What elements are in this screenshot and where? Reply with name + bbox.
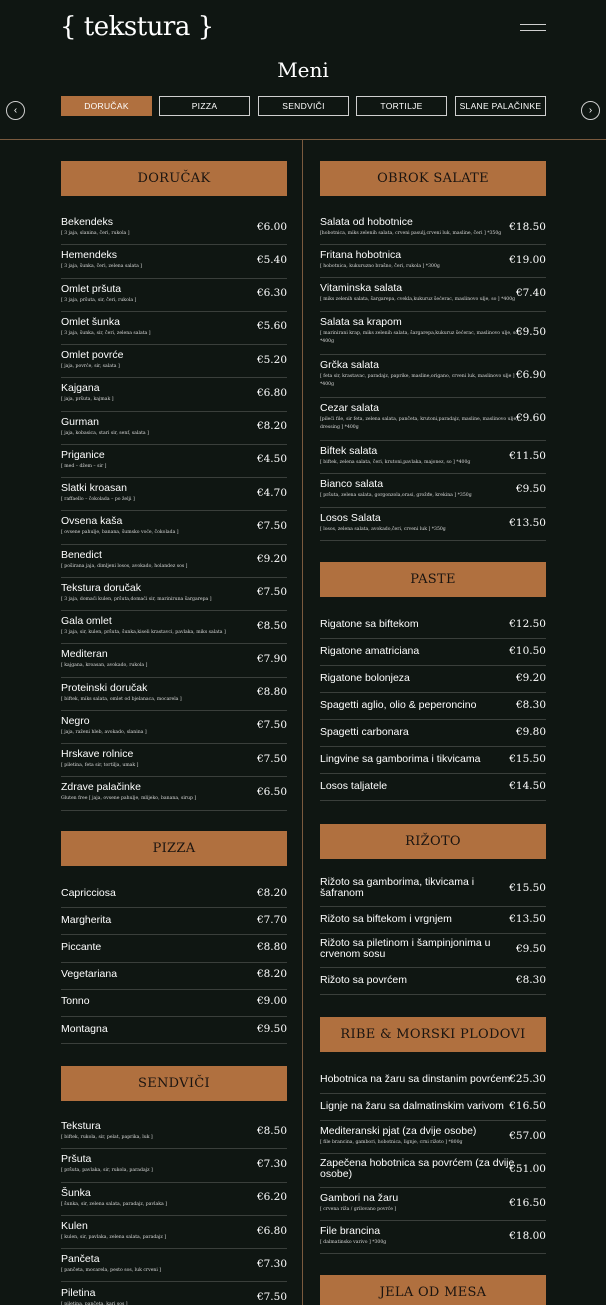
item-price: €13.50 [509,912,546,925]
item-description: [ biftek, zelena salata, čeri, krutoni,pavlaka, majonez, so ] *400g [320,460,471,465]
menu-item[interactable] [320,934,546,968]
menu-item[interactable] [320,474,546,508]
item-name: Rigatone bolonjeza [320,671,410,684]
item-name: Piletina [61,1286,96,1299]
item-name: Gambori na žaru [320,1192,399,1204]
item-price: €11.50 [509,449,546,462]
item-description: [ 3 jaja, slanina, čeri, rukola ] [61,231,130,236]
item-name: Tekstura doručak [61,581,141,594]
item-name: Gala omlet [61,615,112,627]
item-price: €7.30 [256,1157,287,1170]
section-header: JELA OD MESA [320,1275,546,1305]
section-header: PIZZA [61,831,287,866]
item-name: Tekstura [61,1120,101,1132]
menu-item[interactable] [320,612,546,639]
item-description: [ marinirani krap, miks zelenih salata, šargarepa,kukuruz šećerac, maslinovo ulje, so ] [320,331,522,336]
menu-item[interactable] [320,1121,546,1154]
section-header: SENDVIČI [61,1066,287,1101]
item-description: [ pršuta, pavlaka, sir, rukola, paradajz ] [61,1168,153,1174]
menu-item[interactable] [61,545,287,578]
item-name: Rižoto sa gamborima, tikvicama i [320,876,475,888]
item-price: €6.80 [256,1224,287,1237]
item-name: Gurman [61,415,99,428]
item-price: €7.50 [256,586,287,599]
menu-item[interactable] [61,578,287,611]
item-price: €7.50 [256,752,287,765]
menu-item[interactable] [61,644,287,677]
prev-arrow-icon[interactable]: ‹ [6,101,25,120]
menu-item[interactable] [61,908,287,935]
item-name: Omlet šunka [61,315,120,328]
item-name: Bianco salata [320,478,384,490]
item-description: [ poširana jaja, dimljeni losos, avokado, holandez sos ] [61,563,188,569]
item-name: Spagetti carbonara [320,725,409,738]
item-description: [ 3 jaja, sir, kulen, pršuta, šunka,kiseli krastavci, pavlaka, miks salata ] [61,630,226,635]
item-price: €9.00 [256,995,287,1008]
item-description: [ biftek, rukola, sir, pelat, paprika, luk ] [61,1135,153,1140]
item-price: €9.50 [515,483,546,495]
item-price: €8.20 [256,968,287,981]
item-description: [ hobotnica, kukuruzno brašno, čeri, rukola ] *300g [320,264,440,269]
menu-item[interactable] [320,666,546,693]
item-price: €7.70 [256,913,287,926]
item-price: €8.80 [256,940,287,953]
section-header: PASTE [320,562,546,597]
item-name: Mediteran [61,648,108,661]
menu-item[interactable] [61,1283,287,1305]
item-price: €25.30 [509,1072,546,1085]
item-description: [ miks zelenih salata, šargarepa, cvekla,kukuruz šećerac, maslinovo ulje, so ] *400g [320,297,516,302]
item-description: [ jaja, pršuta, kajmak ] [61,397,114,403]
item-price: €9.60 [515,411,546,424]
item-price: €16.50 [509,1196,546,1209]
item-price: €9.20 [256,553,287,566]
item-description: [hobotnica, miks zelenih salata, crveni pasulj,crveni luk, masline, čeri ] *350g [320,231,502,236]
item-price: €8.80 [256,686,287,699]
item-name: Rigatone amatriciana [320,644,420,657]
menu-item[interactable] [320,312,546,355]
menu-item[interactable] [320,398,546,441]
logo[interactable]: { tekstura } [60,12,214,42]
item-price: €6.20 [256,1191,287,1204]
item-price: €5.20 [256,353,287,366]
menu-item[interactable] [320,355,546,398]
menu-item[interactable] [61,445,287,478]
menu-item[interactable] [320,1221,546,1254]
item-name: Vitaminska salata [320,282,403,294]
item-price: €6.80 [256,386,287,399]
item-name: Pančeta [61,1253,100,1266]
item-name: Rigatone sa biftekom [320,617,419,630]
item-name-line2: osobe) [320,1168,353,1180]
item-price: €7.50 [256,519,287,532]
section-header: RIBE & MORSKI PLODOVI [320,1017,546,1052]
item-price: €8.50 [256,619,287,632]
menu-item[interactable] [320,907,546,934]
menu-item[interactable] [61,1216,287,1249]
item-price: €7.50 [256,719,287,732]
menu-item[interactable] [61,478,287,511]
item-price: €8.30 [515,698,546,711]
item-name: Omlet povrće [61,349,124,361]
item-description: [ jaja, kobasica, stari sir, senf, salata ] [61,430,149,436]
item-description: Gluten free [ jaja, ovsene pahulje, mlijeko, banana, sirup ] [61,796,197,802]
menu-item[interactable] [320,278,546,312]
item-name: Šunka [61,1186,91,1199]
item-name: Proteinski doručak [61,681,148,694]
item-description: [ crvena rižа / grilovano povrće ] [320,1207,397,1212]
item-description: [ 3 jaja, domaći kulen, pršuta,domaći sir, mariniruna šargarepa ] [61,596,212,602]
item-price: €16.50 [509,1099,546,1112]
section-header: OBROK SALATE [320,161,546,196]
item-description: [ ovsene pahulje, banana, šumsko voće, čokolada ] [61,530,179,536]
item-price: €51.00 [509,1163,546,1175]
menu-item[interactable] [320,508,546,541]
item-name: Hrskave rolnice [61,748,134,760]
item-price: €9.50 [515,943,546,955]
menu-item[interactable] [320,1094,546,1121]
menu-item[interactable] [61,611,287,644]
item-name: Lingvine sa gamborima i tikvicama [320,752,481,765]
menu-item[interactable] [61,245,287,278]
item-name: Hobotnica na žaru sa dinstanim povrćem [320,1072,511,1085]
item-name: Ovsena kaša [61,515,123,528]
item-description-line2: *400g [320,339,335,344]
item-description: [ 3 jaja, šunka, čeri, zelena salata ] [61,264,143,270]
item-name: Losos Salata [320,512,381,524]
item-name: Capricciosa [61,886,116,899]
item-price: €18.50 [509,220,546,233]
menu-item[interactable] [61,511,287,544]
item-name: Priganice [61,448,105,461]
item-name: File brancina [320,1225,381,1237]
item-price: €57.00 [509,1129,546,1142]
section-header: DORUČAK [61,161,287,196]
item-price: €9.50 [515,325,546,338]
item-description: [ pršuta, zelena salata, gorgonzola,orasi, grožđe, krekina ] *350g [320,493,472,498]
next-arrow-icon[interactable]: › [581,101,600,120]
menu-item[interactable] [61,1183,287,1216]
menu-item[interactable] [320,774,546,801]
item-description-line2: *400g [320,382,335,387]
item-description: [ biftek, miks salata, omlet od bjelanaca, mocarela ] [61,696,182,702]
item-price: €6.30 [256,287,287,300]
menu-item[interactable] [320,1188,546,1221]
item-price: €4.70 [256,486,287,499]
item-name: Losos taljatele [320,779,388,792]
item-name: Grčka salata [320,359,379,371]
item-name: Cezar salata [320,402,379,414]
item-name: Omlet pršuta [61,282,122,295]
item-name-line2: šafranom [320,887,364,899]
menu-item[interactable] [61,412,287,445]
tab-pizza[interactable]: PIZZA [159,96,250,116]
item-name: Fritana hobotnica [320,249,402,261]
item-name: Rižoto sa piletinom i šampinjonima u [320,937,491,949]
item-price: €9.50 [256,1022,287,1035]
menu-item[interactable] [320,720,546,747]
item-name: Biftek salata [320,445,378,457]
item-name: Slatki kroasan [61,482,127,494]
menu-item[interactable] [61,345,287,378]
item-name: Bekendeks [61,216,113,228]
item-price: €6.50 [256,785,287,798]
site-header [0,0,606,56]
item-description: [ šunka, sir, zelena salata, paradajz, pavlaka ] [61,1201,168,1207]
menu-item[interactable] [61,1149,287,1182]
item-price: €4.50 [256,453,287,466]
item-description: [ kajgana, kroasan, avokado, rukola ] [61,663,148,669]
item-description: [ piletina, feta sir, tortilja, umak ] [61,763,139,768]
menu-item[interactable] [61,212,287,245]
item-price: €18.00 [509,1229,546,1242]
menu-item[interactable] [61,1017,287,1044]
item-price: €19.00 [509,253,546,266]
menu-item[interactable] [61,881,287,908]
item-name: Hemendeks [61,249,118,262]
tab-slane-palacinke[interactable]: SLANE PALAČINKE [455,96,546,116]
item-name: Zdrave palačinke [61,781,141,794]
tab-tortilje[interactable]: TORTILJE [356,96,447,116]
item-price: €5.40 [256,253,287,266]
item-name: Salata od hobotnice [320,216,413,228]
item-price: €12.50 [509,617,546,630]
menu-item[interactable] [320,873,546,907]
menu-item[interactable] [61,312,287,345]
menu-item[interactable] [61,935,287,962]
item-name: Kulen [61,1219,88,1232]
menu-item[interactable] [320,441,546,474]
item-price: €15.50 [509,882,546,894]
item-description: [ jaja, raženi hleb, avokado, slanina ] [61,729,147,735]
item-price: €15.50 [509,752,546,765]
item-description: [ raffaello – čokolada – po želji ] [61,497,135,502]
item-price: €8.20 [256,886,287,899]
item-price: €9.80 [515,725,546,738]
item-description: [ med – džem – sir ] [61,463,107,469]
menu-item[interactable] [320,1067,546,1094]
item-name: Rižoto sa biftekom i vrgnjem [320,912,452,925]
item-name: Vegetariana [61,968,118,981]
item-price: €7.50 [256,1291,287,1304]
item-price: €13.50 [509,516,546,529]
item-name: Montagna [61,1022,108,1035]
item-description: [ pančeta, mocarela, pesto sos, luk crveni ] [61,1268,162,1274]
item-price: €7.90 [256,652,287,665]
item-price: €5.60 [256,320,287,333]
item-name: Zapečena hobotnica sa povrćem (za dvije [320,1157,515,1169]
item-price: €8.20 [256,420,287,433]
menu-item[interactable] [61,711,287,744]
item-price: €8.30 [515,973,546,986]
divider-vertical [302,139,303,1305]
item-name: Negro [61,714,90,727]
item-price: €7.40 [515,287,546,299]
item-price: €9.20 [515,671,546,684]
item-name: Mediteranski pjat (za dvije osobe) [320,1125,477,1137]
item-name-line2: crvenom sosu [320,948,386,960]
menu-item[interactable] [61,990,287,1017]
item-description: [ losos, zelena salata, avokado,čeri, crveni luk ] *350g [320,527,446,532]
item-name: Pršuta [61,1153,92,1166]
tab-sendvici[interactable]: SENDVIČI [258,96,349,116]
menu-item[interactable] [320,1154,546,1188]
hamburger-icon[interactable] [520,24,546,32]
menu-item[interactable] [61,678,287,711]
menu-item[interactable] [320,747,546,774]
item-name: Benedict [61,548,102,561]
menu-item[interactable] [320,212,546,245]
item-name: Spagetti aglio, olio & peperoncino [320,698,477,711]
item-description-line2: dressing ] *400g [320,425,359,430]
item-description: [ file brancina, gambori, hobotnica, lignje, crni rižoto ] *800g [320,1140,463,1145]
item-price: €8.50 [256,1124,287,1137]
item-description: [ kulen, sir, pavlaka, zelena salata, paradajz ] [61,1234,167,1240]
menu-item[interactable] [61,1116,287,1149]
item-price: €14.50 [509,779,546,792]
menu-item[interactable] [61,1249,287,1282]
menu-item[interactable] [320,639,546,666]
item-name: Salata sa krapom [320,316,402,328]
item-description: [ 3 jaja, šunka, sir, čeri, zelena salata ] [61,330,151,336]
item-description: [ jaja, povrće, sir, salata ] [61,364,120,369]
item-name: Kajgana [61,382,100,395]
item-price: €7.30 [256,1257,287,1270]
page-title: Meni [277,58,329,82]
item-description: [pileći file, sir feta, zelena salata, pančeta, krutoni,paradajz, masline, maslinovo ulje, [320,417,518,422]
item-name: Rižoto sa povrćem [320,973,407,986]
menu-item[interactable] [61,279,287,312]
divider-horizontal [0,139,606,140]
item-name: Lignje na žaru sa dalmatinskim varivom [320,1099,504,1112]
menu-item[interactable] [61,744,287,777]
item-description: [ feta sir, krastavac, paradajz, paprike, masline,origano, crveni luk, maslinovo ulje ] [320,374,515,379]
item-name: Margherita [61,913,112,926]
item-price: €6.00 [256,220,287,233]
item-price: €6.90 [515,368,546,381]
menu-item[interactable] [61,777,287,810]
item-description: [ 3 jaja, pršuta, sir, čeri, rukola ] [61,297,137,303]
item-description: [ piletina, pančeta, kari sos ] [61,1301,128,1305]
section-header: RIŽOTO [320,824,546,859]
menu-item[interactable] [320,693,546,720]
item-name: Tonno [61,995,90,1008]
item-price: €10.50 [509,644,546,657]
item-description: [ dalmatinsko varivo ] *300g [320,1240,387,1245]
item-name: Piccante [61,940,102,953]
menu-item[interactable] [61,963,287,990]
menu-item[interactable] [320,245,546,278]
menu-item[interactable] [61,378,287,411]
tab-dorucak[interactable]: DORUČAK [61,96,152,116]
menu-item[interactable] [320,968,546,995]
